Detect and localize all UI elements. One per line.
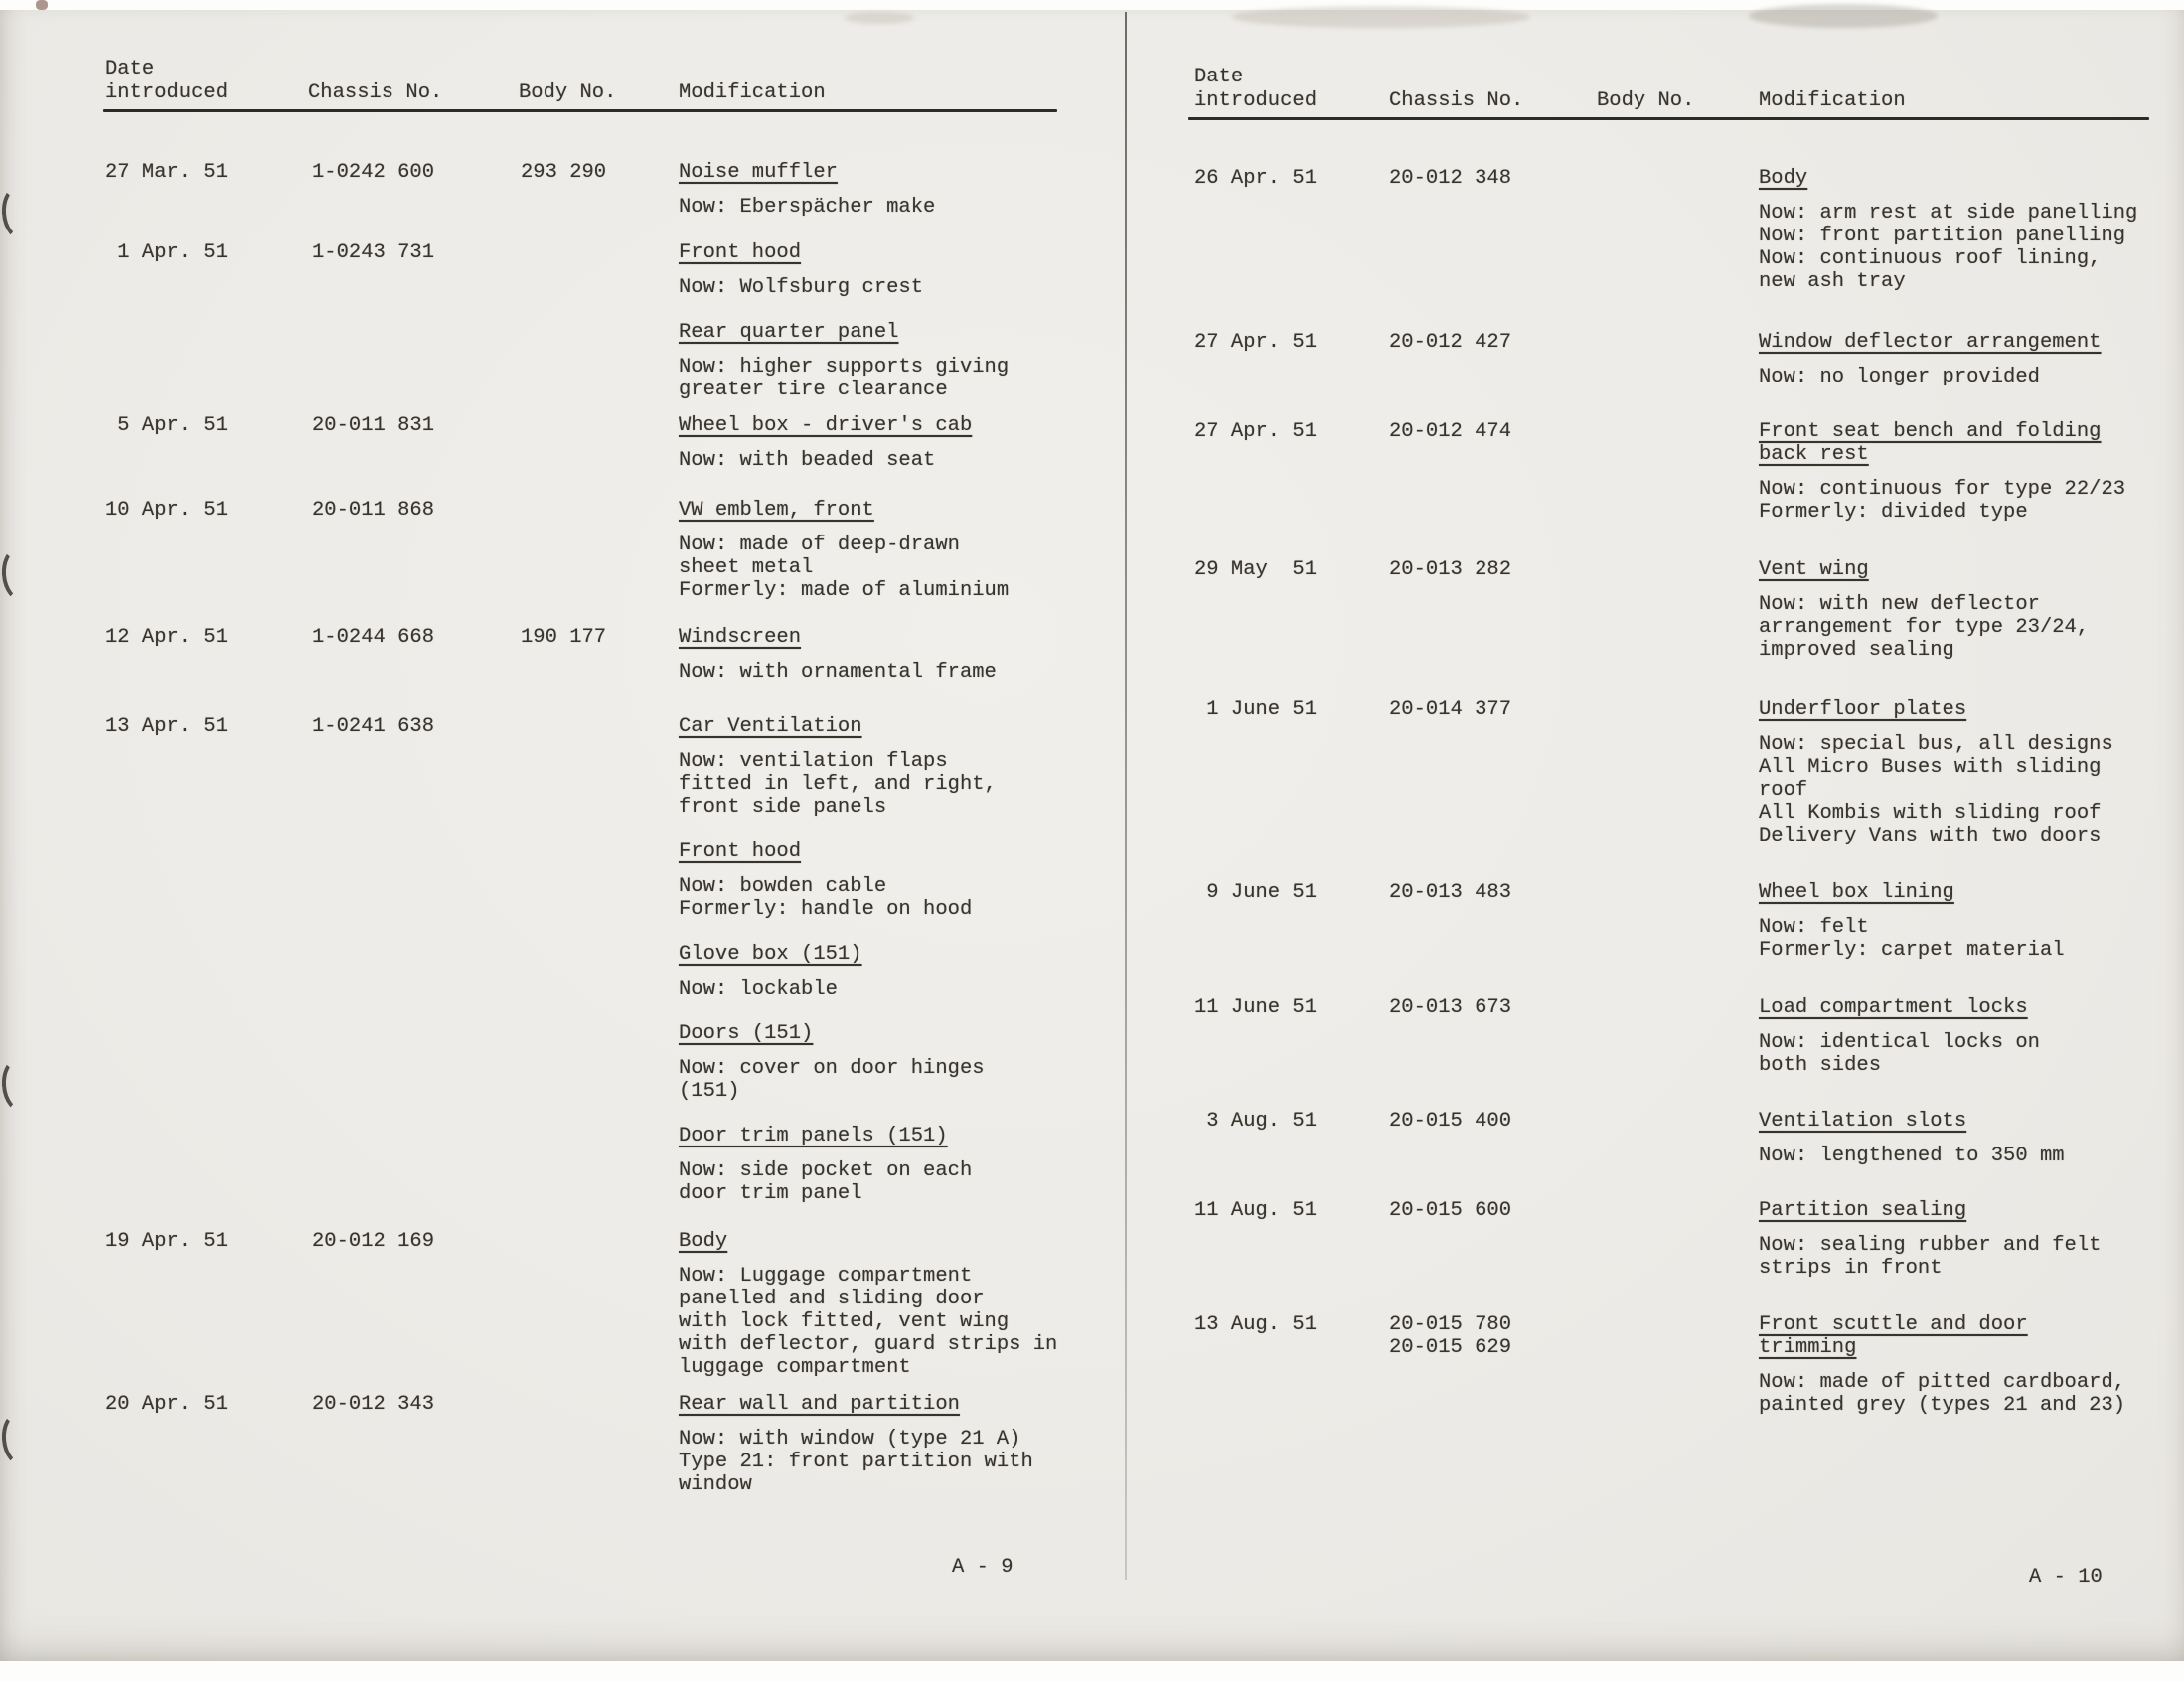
modification-entry	[1759, 1313, 2125, 1417]
date-cell: 11 Aug. 51	[1194, 1199, 1318, 1222]
modification-heading	[1759, 420, 2125, 466]
modification-line: Now: felt	[1759, 916, 1869, 939]
modification-line: Formerly: handle on hood	[679, 898, 973, 921]
modification-cell	[679, 499, 1009, 602]
modification-line: Now: with new deflector	[1759, 593, 2040, 616]
modification-line: Now: identical locks on	[1759, 1031, 2040, 1054]
modification-line: Type 21: front partition with	[679, 1451, 1033, 1473]
modification-line: new ash tray	[1759, 270, 1906, 293]
modification-line: Now: cover on door hinges	[679, 1057, 985, 1080]
modification-cell	[1759, 1110, 2065, 1167]
modification-line: painted grey (types 21 and 23)	[1759, 1394, 2126, 1417]
modification-heading	[679, 1230, 1057, 1253]
modification-line: Now: lockable	[679, 978, 838, 1000]
chassis-cell: 20-012 348	[1389, 167, 1512, 190]
modification-line: Now: with ornamental frame	[679, 661, 997, 684]
modification-heading	[1759, 1313, 2125, 1359]
column-header-chassis: Chassis No.	[308, 81, 443, 104]
modification-line: improved sealing	[1759, 639, 1954, 662]
modification-heading	[679, 499, 1009, 522]
modification-line: greater tire clearance	[679, 379, 948, 401]
modification-entry	[679, 626, 997, 684]
modification-line: Now: sealing rubber and felt	[1759, 1234, 2102, 1257]
date-cell: 3 Aug. 51	[1194, 1110, 1318, 1133]
modification-line: panelled and sliding door	[679, 1288, 985, 1310]
modification-heading-line: Ventilation slots	[1759, 1110, 1967, 1133]
chassis-cell: 20-015 780	[1389, 1313, 1512, 1336]
modification-heading	[1759, 996, 2040, 1019]
modification-line: All Micro Buses with sliding	[1759, 756, 2102, 779]
modification-heading	[1759, 331, 2101, 354]
modification-heading-line: trimming	[1759, 1336, 1857, 1359]
modification-heading-line: Door trim panels (151)	[679, 1125, 948, 1147]
chassis-cell: 20-015 629	[1389, 1336, 1512, 1359]
modification-line: front side panels	[679, 796, 887, 819]
modification-entry	[679, 1230, 1057, 1379]
page-number: A - 9	[952, 1556, 1014, 1579]
modification-cell	[679, 715, 997, 1205]
chassis-cell: 1-0244 668	[312, 626, 435, 649]
modification-cell	[1759, 1199, 2101, 1280]
modification-heading-line: Doors (151)	[679, 1022, 814, 1045]
modification-entry	[679, 943, 997, 1000]
modification-heading	[679, 161, 935, 184]
chassis-cell: 20-012 427	[1389, 331, 1512, 354]
date-cell: 12 Apr. 51	[105, 626, 229, 649]
date-cell: 20 Apr. 51	[105, 1393, 229, 1416]
modification-line: Now: no longer provided	[1759, 366, 2040, 388]
modification-line: Delivery Vans with two doors	[1759, 825, 2102, 847]
modification-heading-line: Body	[679, 1230, 728, 1253]
date-cell: 27 Apr. 51	[1194, 331, 1318, 354]
modification-line: Formerly: carpet material	[1759, 939, 2065, 962]
modification-heading-line: Rear wall and partition	[679, 1393, 960, 1416]
modification-heading-line: Load compartment locks	[1759, 996, 2028, 1019]
modification-heading-line: Car Ventilation	[679, 715, 862, 738]
modification-entry	[679, 1022, 997, 1103]
modification-entry	[679, 1125, 997, 1205]
modification-heading-line: Window deflector arrangement	[1759, 331, 2102, 354]
modification-heading-line: Rear quarter panel	[679, 321, 899, 344]
modification-line: Now: bowden cable	[679, 875, 887, 898]
column-header-chassis: Chassis No.	[1389, 89, 1524, 112]
modification-heading-line: Front scuttle and door	[1759, 1313, 2028, 1336]
modification-heading	[679, 414, 972, 437]
modification-heading	[679, 626, 997, 649]
modification-heading	[679, 841, 997, 863]
modification-cell	[1759, 1313, 2125, 1417]
modification-entry	[1759, 331, 2101, 388]
modification-line: (151)	[679, 1080, 740, 1103]
modification-heading-line: Vent wing	[1759, 558, 1869, 581]
modification-heading	[679, 321, 1009, 344]
date-cell: 29 May 51	[1194, 558, 1318, 581]
modification-heading-line: Underfloor plates	[1759, 698, 1967, 721]
modification-heading	[1759, 881, 2065, 904]
date-cell: 11 June 51	[1194, 996, 1318, 1019]
modification-line: All Kombis with sliding roof	[1759, 802, 2102, 825]
chassis-cell: 20-015 400	[1389, 1110, 1512, 1133]
modification-cell	[1759, 558, 2089, 662]
modification-entry	[1759, 698, 2113, 847]
column-header-date-line2: introduced	[1194, 89, 1318, 112]
chassis-cell: 20-012 474	[1389, 420, 1512, 443]
date-cell: 19 Apr. 51	[105, 1230, 229, 1253]
modification-line: luggage compartment	[679, 1356, 911, 1379]
modification-heading-line: VW emblem, front	[679, 499, 874, 522]
modification-entry	[1759, 1199, 2101, 1280]
modification-heading	[679, 1125, 997, 1147]
modification-cell	[679, 414, 972, 472]
modification-cell	[679, 241, 1009, 401]
modification-line: arrangement for type 23/24,	[1759, 616, 2090, 639]
modification-line: Now: Wolfsburg crest	[679, 276, 924, 299]
chassis-cell: 20-013 282	[1389, 558, 1512, 581]
modification-line: Now: arm rest at side panelling	[1759, 202, 2138, 225]
chassis-cell: 20-011 831	[312, 414, 435, 437]
modification-heading-line: Wheel box lining	[1759, 881, 1954, 904]
modification-entry	[1759, 881, 2065, 962]
modification-cell	[1759, 420, 2125, 524]
modification-line: Now: front partition panelling	[1759, 225, 2126, 247]
date-cell: 26 Apr. 51	[1194, 167, 1318, 190]
modification-line: Formerly: made of aluminium	[679, 579, 1010, 602]
modification-heading-line: back rest	[1759, 443, 1869, 466]
body-no-cell: 293 290	[521, 161, 607, 184]
modification-heading-line: Glove box (151)	[679, 943, 862, 966]
chassis-cell: 20-015 600	[1389, 1199, 1512, 1222]
column-header-date-line1: Date	[105, 58, 155, 80]
modification-cell	[1759, 881, 2065, 962]
modification-heading-line: Front hood	[679, 841, 802, 863]
modification-heading-line: Wheel box - driver's cab	[679, 414, 973, 437]
modification-entry	[679, 161, 935, 219]
modification-entry	[679, 241, 1009, 299]
modification-heading	[679, 241, 1009, 264]
modification-entry	[1759, 996, 2040, 1077]
modification-heading	[679, 715, 997, 738]
chassis-cell: 1-0242 600	[312, 161, 435, 184]
modification-cell	[679, 161, 935, 219]
chassis-cell: 20-012 169	[312, 1230, 435, 1253]
modification-heading	[1759, 558, 2089, 581]
modification-line: Now: ventilation flaps	[679, 750, 948, 773]
modification-line: Now: higher supports giving	[679, 356, 1010, 379]
modification-cell	[1759, 331, 2101, 388]
modification-entry	[1759, 167, 2137, 293]
modification-line: strips in front	[1759, 1257, 1943, 1280]
date-cell: 10 Apr. 51	[105, 499, 229, 522]
modification-heading	[1759, 1110, 2065, 1133]
modification-line: door trim panel	[679, 1182, 862, 1205]
modification-entry	[679, 841, 997, 921]
modification-line: Now: lengthened to 350 mm	[1759, 1145, 2065, 1167]
chassis-cell: 20-014 377	[1389, 698, 1512, 721]
column-header-date-line1: Date	[1194, 66, 1244, 88]
chassis-cell: 20-013 673	[1389, 996, 1512, 1019]
date-cell: 27 Apr. 51	[1194, 420, 1318, 443]
modification-heading-line: Windscreen	[679, 626, 802, 649]
column-header-modification: Modification	[1759, 89, 1906, 112]
modification-entry	[679, 715, 997, 819]
body-no-cell: 190 177	[521, 626, 607, 649]
modification-line: Now: special bus, all designs	[1759, 733, 2113, 756]
modification-line: window	[679, 1473, 752, 1496]
column-header-modification: Modification	[679, 81, 826, 104]
modification-line: Now: continuous roof lining,	[1759, 247, 2102, 270]
modification-heading	[679, 943, 997, 966]
modification-line: Now: Luggage compartment	[679, 1265, 973, 1288]
modification-line: fitted in left, and right,	[679, 773, 997, 796]
modification-cell	[679, 626, 997, 684]
modification-line: Now: continuous for type 22/23	[1759, 478, 2126, 501]
date-cell: 9 June 51	[1194, 881, 1318, 904]
modification-line: roof	[1759, 779, 1808, 802]
modification-entry	[679, 321, 1009, 401]
modification-heading-line: Front seat bench and folding	[1759, 420, 2102, 443]
modification-entry	[1759, 1110, 2065, 1167]
modification-heading-line: Body	[1759, 167, 1808, 190]
modification-entry	[1759, 558, 2089, 662]
date-cell: 1 Apr. 51	[105, 241, 229, 264]
modification-entry	[679, 1393, 1033, 1496]
modification-heading	[1759, 1199, 2101, 1222]
modification-line: with deflector, guard strips in	[679, 1333, 1058, 1356]
page-number: A - 10	[2029, 1566, 2103, 1589]
column-header-date-line2: introduced	[105, 81, 229, 104]
column-header-body-no: Body No.	[1597, 89, 1695, 112]
modification-entry	[1759, 420, 2125, 524]
chassis-cell: 20-013 483	[1389, 881, 1512, 904]
date-cell: 5 Apr. 51	[105, 414, 229, 437]
chassis-cell: 20-011 868	[312, 499, 435, 522]
chassis-cell: 1-0243 731	[312, 241, 435, 264]
modification-cell	[679, 1393, 1033, 1496]
modification-cell	[1759, 698, 2113, 847]
modification-heading	[1759, 167, 2137, 190]
modification-heading	[679, 1393, 1033, 1416]
modification-entry	[679, 414, 972, 472]
modification-line: both sides	[1759, 1054, 1882, 1077]
modification-heading-line: Noise muffler	[679, 161, 838, 184]
date-cell: 13 Apr. 51	[105, 715, 229, 738]
modification-entry	[679, 499, 1009, 602]
column-header-body-no: Body No.	[519, 81, 617, 104]
modification-cell	[679, 1230, 1057, 1379]
date-cell: 1 June 51	[1194, 698, 1318, 721]
modification-line: Now: with beaded seat	[679, 449, 936, 472]
modification-heading	[679, 1022, 997, 1045]
modification-line: Now: made of deep-drawn	[679, 534, 960, 556]
date-cell: 13 Aug. 51	[1194, 1313, 1318, 1336]
modification-line: Formerly: divided type	[1759, 501, 2028, 524]
modification-line: with lock fitted, vent wing	[679, 1310, 1010, 1333]
modification-cell	[1759, 996, 2040, 1077]
chassis-cell: 1-0241 638	[312, 715, 435, 738]
modification-line: Now: Eberspächer make	[679, 196, 936, 219]
modification-line: Now: with window (type 21 A)	[679, 1428, 1021, 1451]
modification-cell	[1759, 167, 2137, 293]
modification-line: Now: side pocket on each	[679, 1159, 973, 1182]
modification-heading-line: Partition sealing	[1759, 1199, 1967, 1222]
date-cell: 27 Mar. 51	[105, 161, 229, 184]
modification-heading	[1759, 698, 2113, 721]
modification-line: sheet metal	[679, 556, 814, 579]
modification-heading-line: Front hood	[679, 241, 802, 264]
chassis-cell: 20-012 343	[312, 1393, 435, 1416]
modification-line: Now: made of pitted cardboard,	[1759, 1371, 2126, 1394]
